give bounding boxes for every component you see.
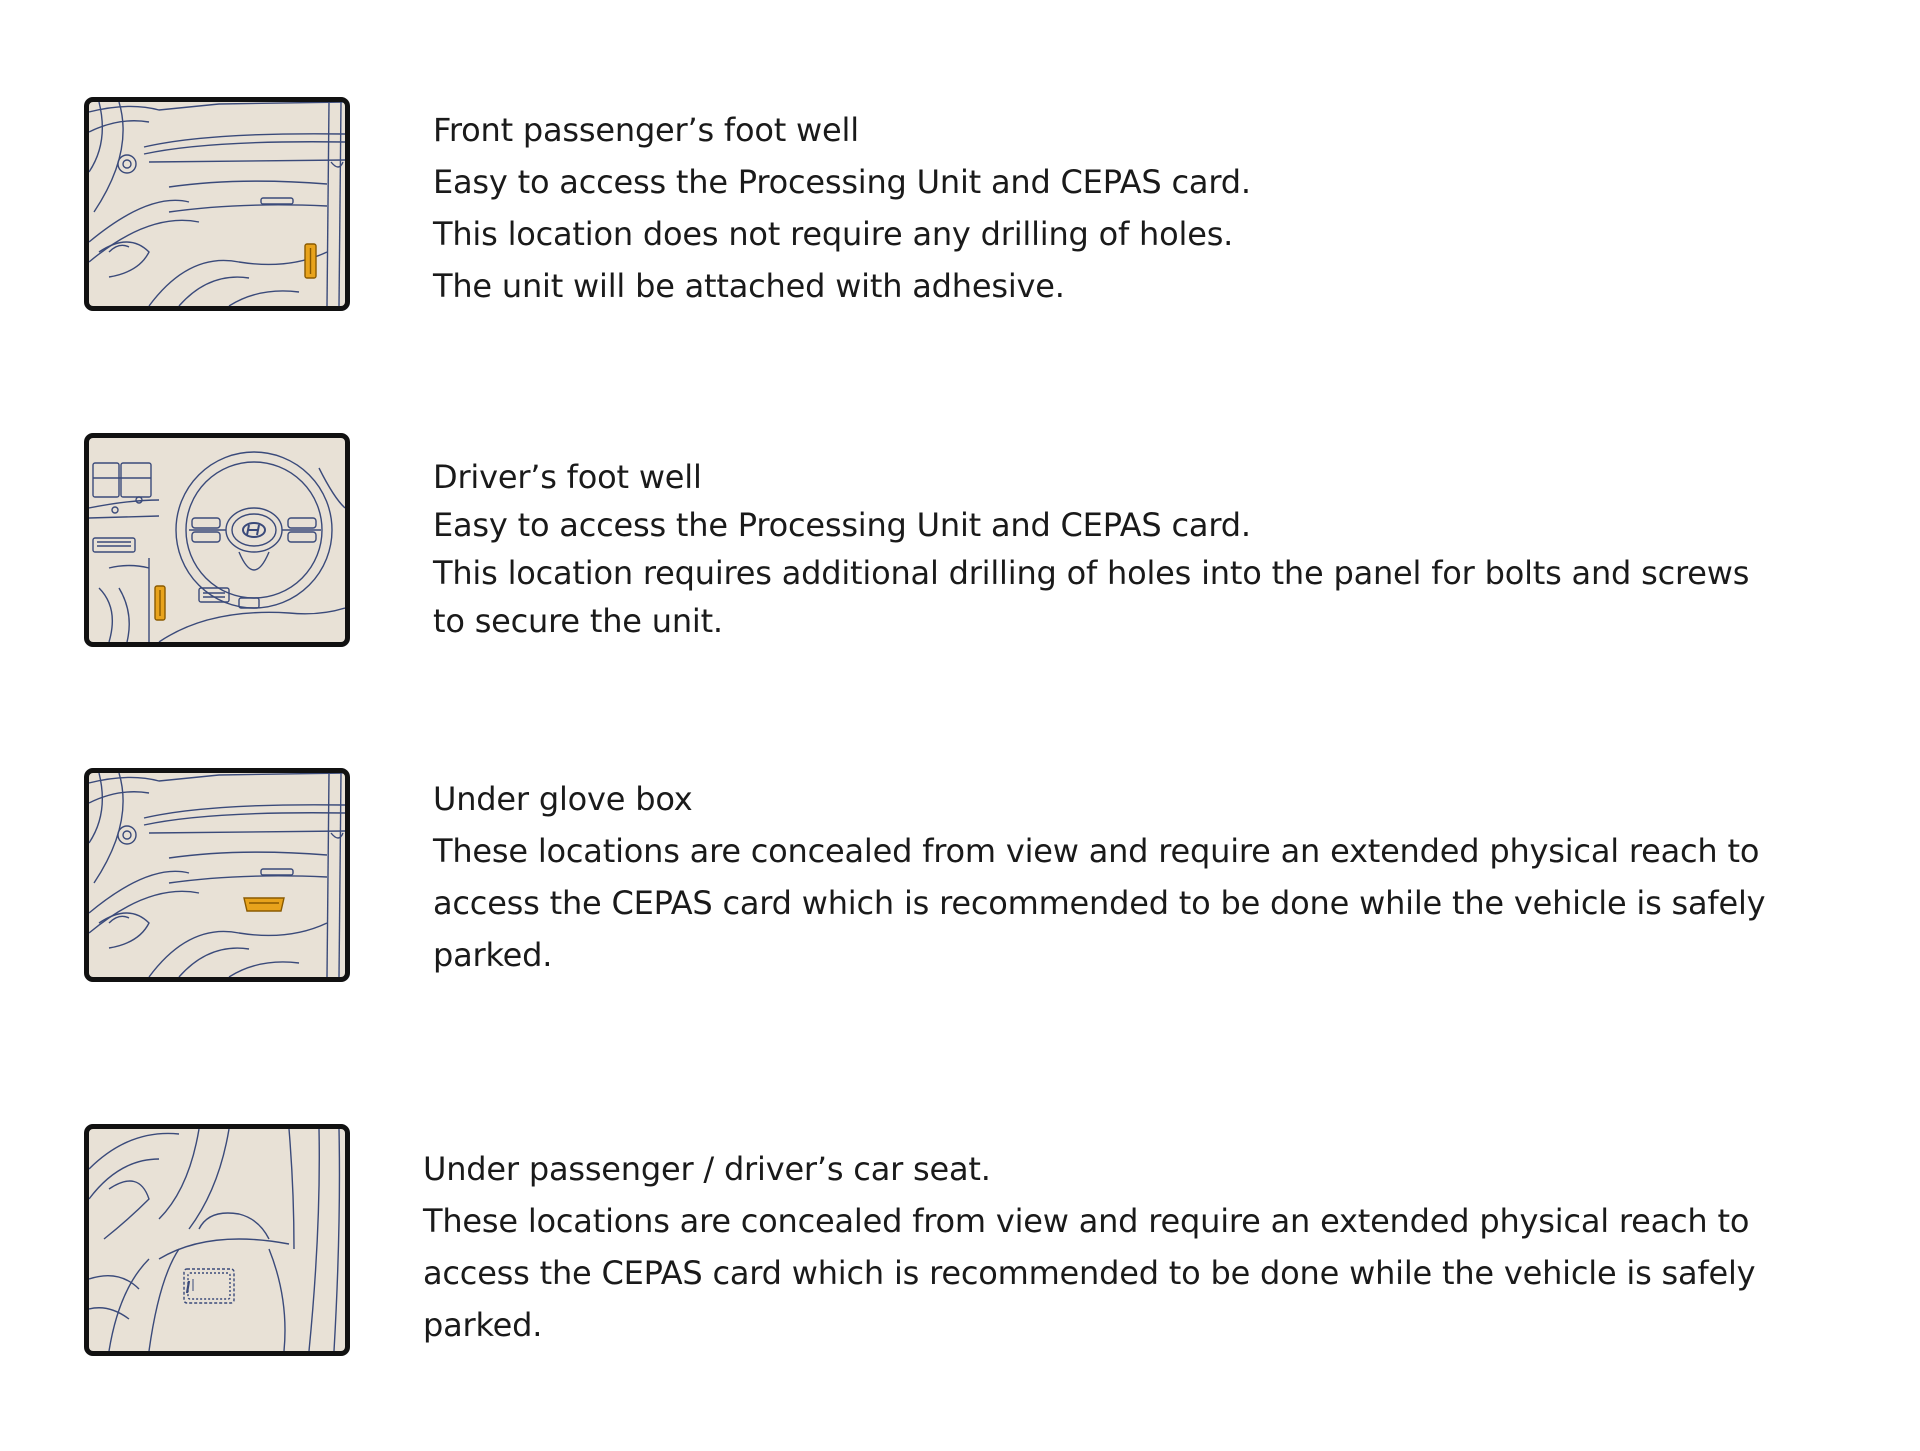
passenger-dashboard-icon bbox=[84, 97, 350, 311]
section-line: Easy to access the Processing Unit and CEPAS card. bbox=[433, 163, 1251, 201]
car-seat-icon bbox=[84, 1124, 350, 1356]
section-text bbox=[433, 453, 1749, 645]
section-title: Under glove box bbox=[433, 780, 693, 818]
section-line: access the CEPAS card which is recommended to be done while the vehicle is safely bbox=[433, 884, 1766, 922]
section-line: This location does not require any drilling of holes. bbox=[433, 215, 1234, 253]
glove-box-icon bbox=[84, 768, 350, 982]
section-text bbox=[423, 1143, 1843, 1351]
section-text bbox=[433, 773, 1853, 981]
section-title: Under passenger / driver’s car seat. bbox=[423, 1150, 991, 1188]
section-line: parked. bbox=[433, 936, 553, 974]
section-text bbox=[433, 104, 1251, 312]
section-line: parked. bbox=[423, 1306, 543, 1344]
section-line: The unit will be attached with adhesive. bbox=[433, 267, 1065, 305]
section-line: Easy to access the Processing Unit and CEPAS card. bbox=[433, 506, 1251, 544]
section-line: access the CEPAS card which is recommended to be done while the vehicle is safely bbox=[423, 1254, 1756, 1292]
section-line: to secure the unit. bbox=[433, 602, 723, 640]
section-line: This location requires additional drilling of holes into the panel for bolts and screws bbox=[433, 554, 1750, 592]
section-line: These locations are concealed from view and require an extended physical reach to bbox=[423, 1202, 1750, 1240]
section-title: Driver’s foot well bbox=[433, 458, 702, 496]
section-title: Front passenger’s foot well bbox=[433, 111, 859, 149]
section-line: These locations are concealed from view and require an extended physical reach to bbox=[433, 832, 1760, 870]
steering-wheel-icon bbox=[84, 433, 350, 647]
